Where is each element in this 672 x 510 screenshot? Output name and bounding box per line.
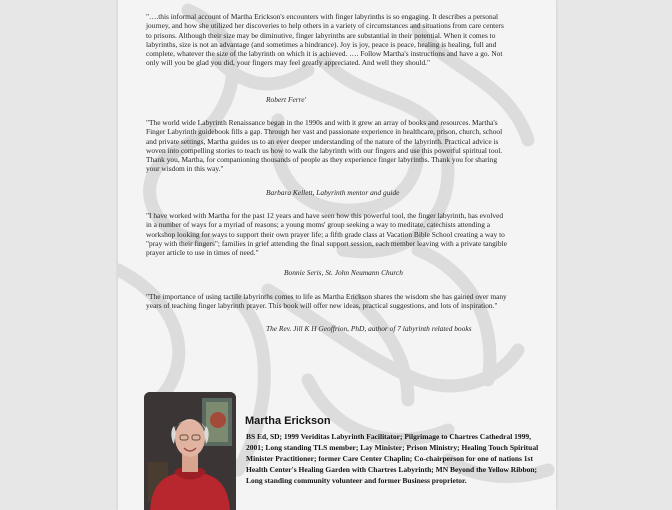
book-back-cover xyxy=(118,0,556,510)
quote-text: "The importance of using tactile labyrinths comes to life as Martha Erickson shares the wisdom she has gained over many years of teaching finger labyrinth prayer. This book will offer new ideas, practical suggestions, and lots of inspiration." xyxy=(146,292,507,311)
author-name: Martha Erickson xyxy=(245,415,331,427)
quote-text: "I have worked with Martha for the past 12 years and have seen how this powerful tool, the finger labyrinth, has evolved in a number of ways for a myriad of reasons; a young moms' group seeking a way to meditate, catechists attending a workshop looking for ways to support their own prayer life; a fifth grade class at Vacation Bible School creating a way to "pray with their fingers"; families in grief attending the final support session, each member leaving with a private tangible prayer article to use in times of need." xyxy=(146,211,507,258)
endorsement-quote-geoffrion xyxy=(146,292,508,311)
endorsement-quote-seris xyxy=(146,211,508,257)
author-bio: BS Ed, SD; 1999 Veriditas Labyrinth Facilitator; Pilgrimage to Chartres Cathedral 1999, 2001; Long standing TLS member; Lay Minister; Prison Ministry; Healing Touch Spiritual Minister Practitioner; former Care Center Chaplin; Co-chairperson for one of nations 1st Health Center's Healing Garden with Chartres Labyrinth; MN Beyond the Yellow Ribbon; Long standing community volunteer and former Business proprietor. xyxy=(246,432,539,485)
author-photo xyxy=(144,392,236,510)
quote-attribution: The Rev. Jill K H Geoffrion, PhD, author of 7 labyrinth related books xyxy=(266,324,472,333)
author-portrait xyxy=(144,392,236,510)
quote-attribution: Barbara Kellett, Labyrinth mentor and guide xyxy=(266,188,400,197)
quote-attribution: Bonnie Seris, St. John Neumann Church xyxy=(284,268,403,277)
quote-text: "The world wide Labyrinth Renaissance began in the 1990s and with it grew an array of books and resources. Martha's Finger Labyrinth guidebook fills a gap. Through her vast and passionate experience in healthcare, prison, church, school and private settings, Martha guides us to an ever deeper understanding of the nature of the labyrinth. Practical advice is woven into compelling stories to teach us how to walk the labyrinth with our fingers and use this powerful spiritual tool. Thank you, Martha, for companioning thousands of people as they experience finger labyrinths. Thank you for sharing your wisdom in this way." xyxy=(146,118,503,174)
endorsement-quote-ferre xyxy=(146,12,508,68)
endorsement-quote-kellett xyxy=(146,118,508,174)
quote-attribution: Robert Ferre' xyxy=(266,95,307,104)
quote-text: "….this informal account of Martha Erickson's encounters with finger labyrinths is so engaging. It describes a personal journey, and how she utilized her discoveries to help others in a variety of circumstances and situations from care centers to prisons. Although their size may be diminutive, finger labyrinths are substantial in their potential. When it comes to labyrinths, size is not an advantage (and sometimes a hindrance). Joy is joy, peace is peace, healing is healing, full and complete, whatever the size of the labyrinth on which it is achieved. …. Follow Martha's instructions and have a go. Not only will you be glad you did, your fingers may feel greatly appreciated. And well they should." xyxy=(146,12,504,68)
